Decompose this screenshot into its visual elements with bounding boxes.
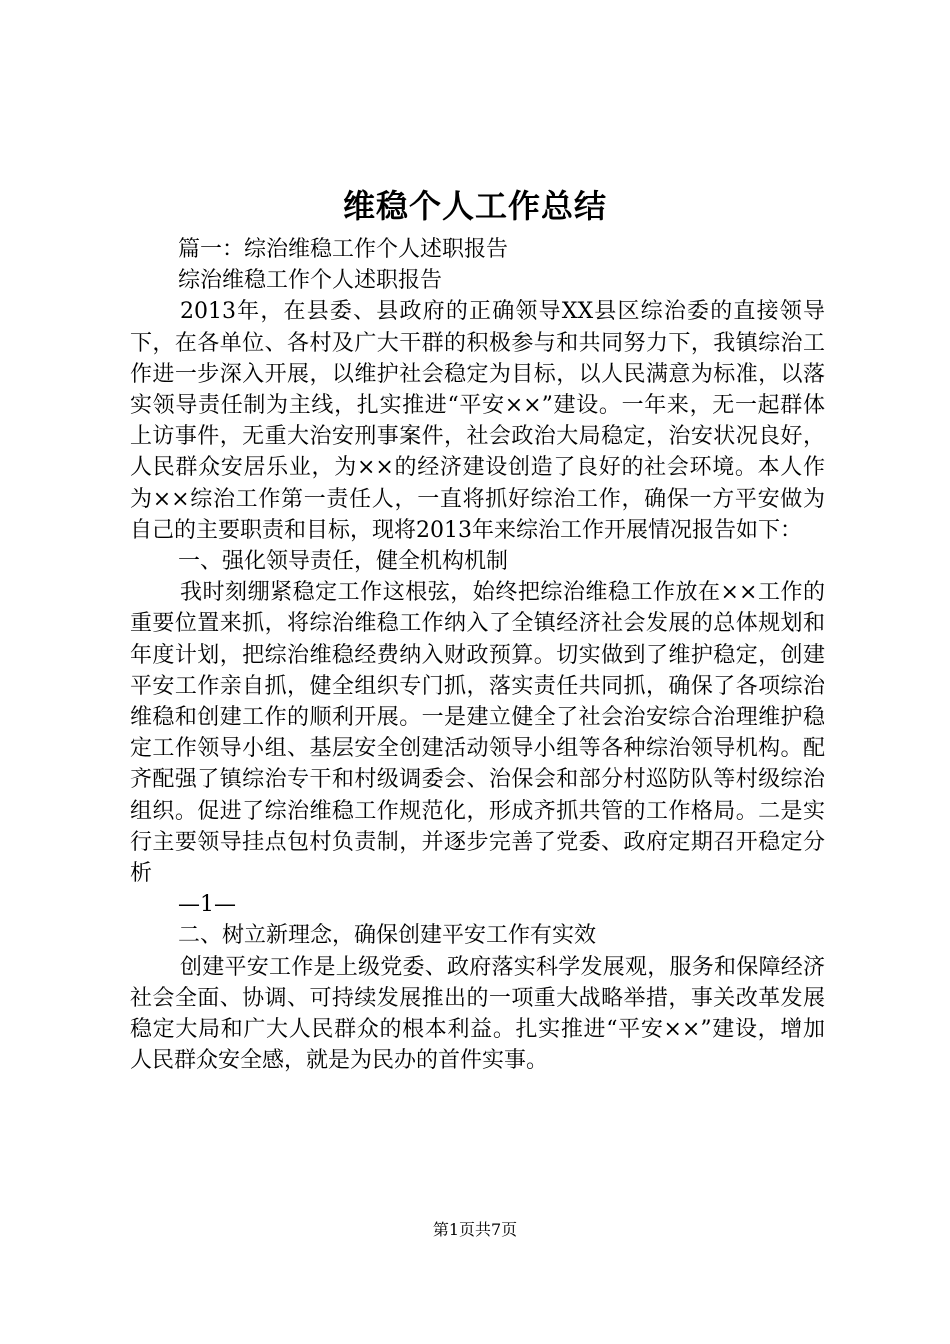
page-number: 第1页 bbox=[432, 1220, 475, 1239]
section-heading-one: 一、强化领导责任，健全机构机制 bbox=[178, 549, 509, 575]
paragraph-section-one: 我时刻绷紧稳定工作这根弦，始终把综治维稳工作放在××工作的重要位置来抓，将综治维稳工作纳入了全镇经济社会发展的总体规划和年度计划，把综治维稳经费纳入财政预算。切实做到了维护稳定，创建平安工作亲自抓，健全组织专门抓，落实责任共同抓，确保了各项综治维稳和创建工作的顺利开展。一是建立健全了社会治安综合治理维护稳定工作领导小组、基层安全创建活动领导小组等各种综治领导机构。配齐配强了镇综治专干和村级调委会、治保会和部分村巡防队等村级综治组织。促进了综治维稳工作规范化，形成齐抓共管的工作格局。二是实行主要领导挂点包村负责制，并逐步完善了党委、政府定期召开稳定分析 bbox=[130, 580, 825, 887]
document-title: 维稳个人工作总结 bbox=[342, 187, 607, 225]
inline-page-marker: —1— bbox=[178, 892, 236, 918]
paragraph-intro: 2013年，在县委、县政府的正确领导XX县区综治委的直接领导下，在各单位、各村及广大干群的积极参与和共同努力下，我镇综治工作进一步深入开展，以维护社会稳定为目标，以人民满意为标准，以落实领导责任制为主线，扎实推进“平安××”建设。一年来，无一起群体上访事件，无重大治安刑事案件，社会政治大局稳定，治安状况良好，人民群众安居乐业，为××的经济建设创造了良好的社会环境。本人作为××综治工作第一责任人，一直将抓好综治工作，确保一方平安做为自己的主要职责和目标，现将2013年来综治工作开展情况报告如下： bbox=[130, 299, 825, 543]
section-heading-part-one: 篇一：综治维稳工作个人述职报告 bbox=[178, 237, 509, 262]
paragraph-section-two: 创建平安工作是上级党委、政府落实科学发展观，服务和保障经济社会全面、协调、可持续发展推出的一项重大战略举措，事关改革发展稳定大局和广大人民群众的根本利益。扎实推进“平安××”建设，增加人民群众安全感，就是为民办的首件实事。 bbox=[130, 954, 825, 1074]
section-heading-two: 二、树立新理念，确保创建平安工作有实效 bbox=[178, 923, 597, 949]
page-footer bbox=[0, 1219, 950, 1241]
report-subtitle: 综治维稳工作个人述职报告 bbox=[178, 268, 443, 294]
page-total: 共7页 bbox=[475, 1220, 518, 1239]
document-body bbox=[130, 234, 825, 1076]
